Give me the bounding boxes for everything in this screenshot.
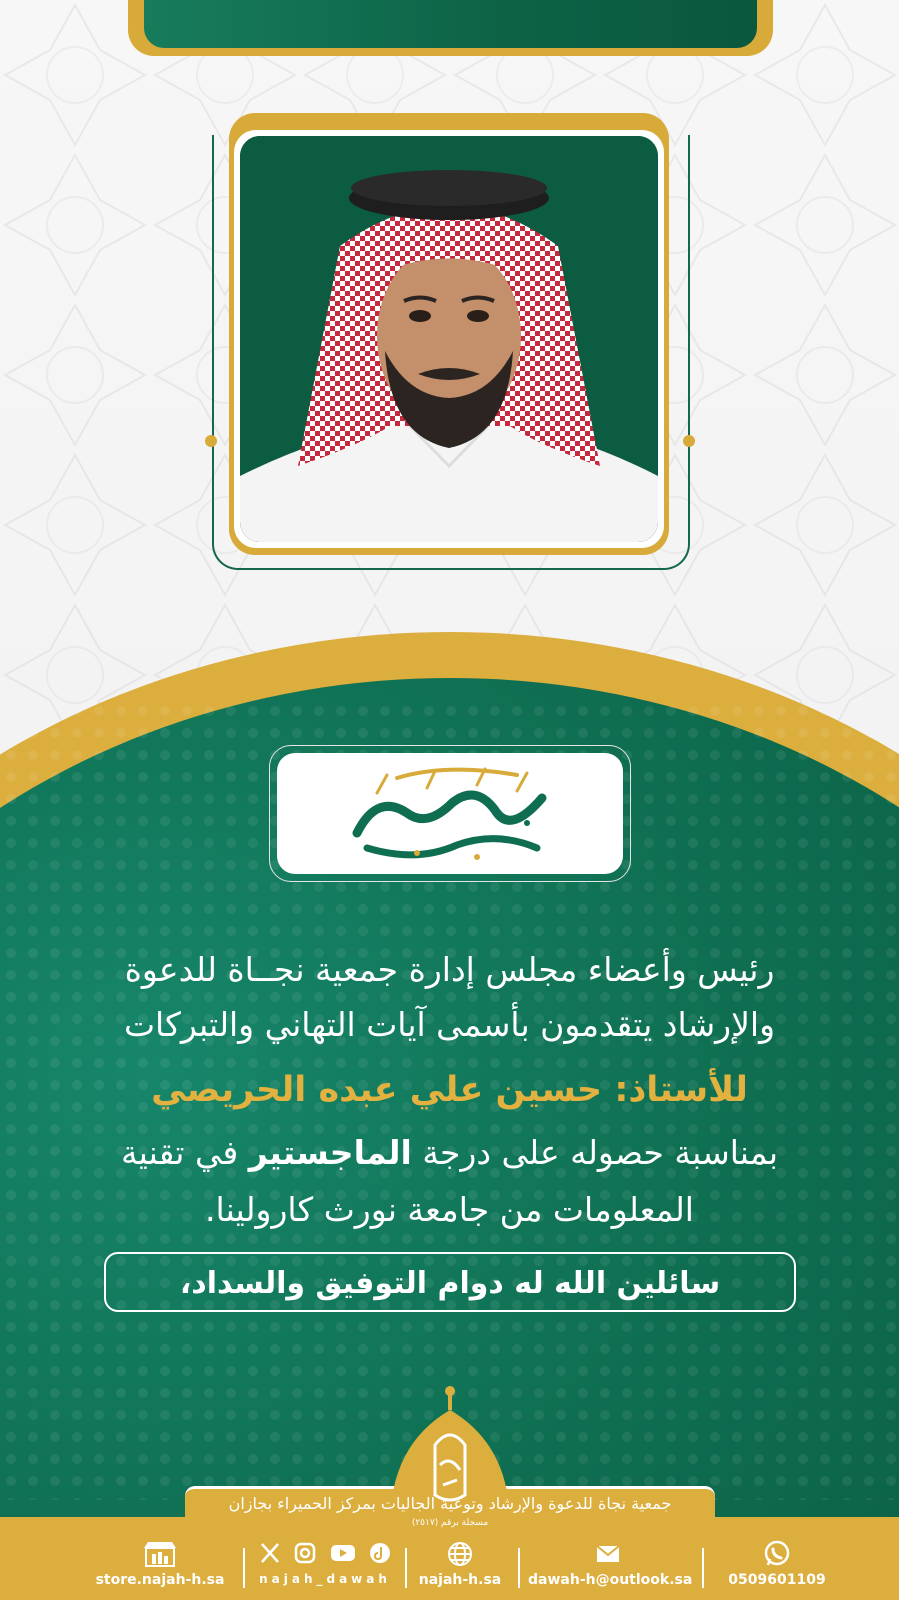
heading-logo-box <box>269 745 631 882</box>
website-link[interactable]: najah-h.sa <box>418 1572 502 1588</box>
social-handle[interactable]: najah_dawah <box>259 1572 391 1586</box>
website-contact[interactable] <box>410 1540 510 1588</box>
message-line-4: بمناسبة حصوله على درجة الماجستير في تقنية <box>120 1133 779 1172</box>
organization-name: جمعية نجاة للدعوة والإرشاد وتوعية الجاليات بمركز الحميراء بجازان <box>228 1494 672 1513</box>
email-contact[interactable] <box>528 1540 693 1588</box>
top-banner <box>128 0 773 56</box>
tahnia-calligraphy-icon <box>277 753 623 874</box>
portrait-illustration <box>240 136 658 542</box>
tiktok-icon[interactable] <box>368 1541 392 1565</box>
registration-number: مسجلة برقم (٢٥١٧) <box>411 1518 489 1528</box>
decorative-dot <box>205 435 217 447</box>
x-icon[interactable] <box>258 1541 282 1565</box>
whatsapp-number[interactable]: 0509601109 <box>728 1572 826 1588</box>
prayer-text: سائلين الله له دوام التوفيق والسداد، <box>179 1266 721 1301</box>
social-contacts <box>255 1540 395 1586</box>
message-line-2: والإرشاد يتقدمون بأسمى آيات التهاني والتبركات <box>123 1005 776 1044</box>
store-link[interactable]: store.najah-h.sa <box>95 1572 225 1588</box>
degree-name: الماجستير <box>248 1133 412 1172</box>
email-link[interactable]: dawah-h@outlook.sa <box>528 1572 693 1588</box>
prayer-box <box>104 1252 796 1312</box>
whatsapp-icon <box>763 1540 791 1568</box>
portrait-photo <box>240 136 658 542</box>
store-contact[interactable] <box>90 1540 230 1588</box>
youtube-icon[interactable] <box>329 1541 357 1565</box>
message-line-1: رئيس وأعضاء مجلس إدارة جمعية نجــاة للدعوة <box>124 950 775 989</box>
divider <box>243 1548 245 1588</box>
mail-icon <box>594 1540 622 1568</box>
divider <box>518 1548 520 1588</box>
divider <box>702 1548 704 1588</box>
message-line-5: المعلومات من جامعة نورث كارولينا. <box>205 1190 694 1229</box>
honoree-name: للأستاذ: حسين علي عبده الحريصي <box>151 1070 748 1110</box>
store-icon <box>140 1540 180 1568</box>
whatsapp-contact[interactable] <box>712 1540 842 1588</box>
decorative-dot <box>683 435 695 447</box>
instagram-icon[interactable] <box>293 1541 317 1565</box>
globe-icon <box>446 1540 474 1568</box>
divider <box>405 1548 407 1588</box>
